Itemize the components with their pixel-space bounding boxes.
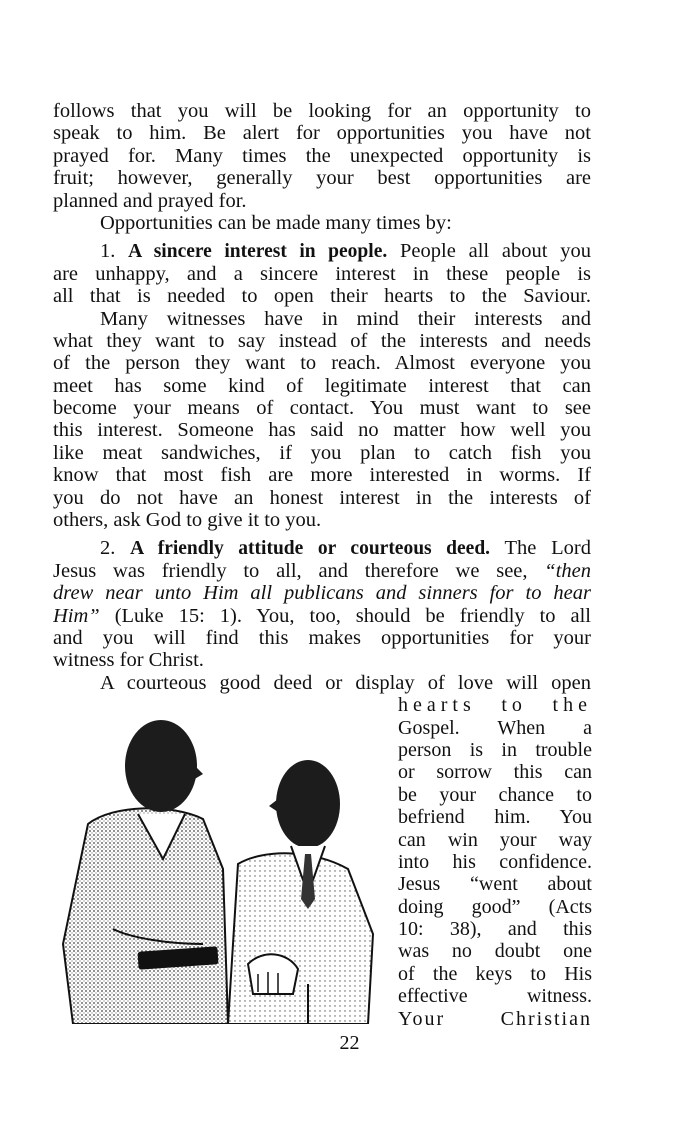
text-line: or sorrow this can: [398, 761, 592, 784]
text-line: befriend him. You: [398, 806, 592, 829]
text-line: meet has some kind of legitimate interest that can: [53, 374, 591, 397]
text-span: Jesus was friendly to all, and therefore we see,: [53, 559, 528, 582]
text-line: [53, 560, 591, 582]
text-line: hearts to the: [398, 694, 592, 717]
text-line: know that most fish are more interested in worms. If: [53, 464, 591, 487]
text-line: prayed for. Many times the unexpected opportunity is: [53, 144, 591, 167]
text-line: fruit; however, generally your best opportunities are: [53, 167, 591, 190]
text-line: effective witness.: [398, 985, 592, 1008]
text-line: follows that you will be looking for an opportunity to: [53, 100, 591, 122]
point-1-heading-line: [53, 240, 591, 262]
text-line: Gospel. When a: [398, 716, 592, 739]
text-line: like meat sandwiches, if you plan to catch fish you: [53, 441, 591, 464]
point-heading: A sincere interest in people.: [128, 241, 388, 263]
page-number: 22: [339, 1032, 360, 1054]
text-line: Your Christian: [398, 1007, 592, 1030]
two-men-conversing-illustration: [53, 694, 391, 1024]
text-line: others, ask God to give it to you.: [53, 509, 322, 532]
text-line: this interest. Someone has said no matter how well you: [53, 419, 591, 442]
text-line: into his confidence.: [398, 850, 592, 873]
text-line: and you will find this makes opportunities for your: [53, 626, 591, 649]
text-line: you do not have an honest interest in the interests of: [53, 486, 591, 509]
text-line: Opportunities can be made many times by:: [100, 211, 452, 234]
text-line: speak to him. Be alert for opportunities you have not: [53, 122, 591, 145]
text-line: all that is needed to open their hearts to the Saviour.: [53, 285, 591, 308]
text-line: Jesus “went about: [398, 873, 592, 896]
text-line: Many witnesses have in mind their interests and: [100, 307, 591, 330]
text-line: planned and prayed for.: [53, 189, 247, 212]
quote-span: drew near unto Him all publicans and sinners for to hear: [53, 582, 591, 605]
text-line: of the person they want to reach. Almost everyone you: [53, 352, 591, 375]
point-2-heading-line: [53, 537, 591, 559]
text-span: The Lord: [504, 537, 591, 560]
wrapped-text-column: [398, 694, 592, 1030]
quote-span: “then: [544, 559, 591, 582]
text-line: [53, 582, 591, 604]
text-span: People all about you: [400, 240, 591, 263]
text-line: A courteous good deed or display of love will open: [100, 671, 591, 694]
text-line: become your means of contact. You must want to see: [53, 397, 591, 420]
text-span: (Luke 15: 1). You, too, should be friendly to all: [114, 604, 591, 627]
text-line: person is in trouble: [398, 738, 592, 761]
illustration-section: [53, 694, 591, 1028]
text-line: doing good” (Acts: [398, 895, 592, 918]
text-line: what they want to say instead of the interests and needs: [53, 329, 591, 352]
text-line: 10: 38), and this: [398, 918, 592, 941]
page-body: [53, 100, 591, 1028]
point-number: 1.: [100, 240, 116, 263]
quote-span: Him”: [53, 604, 100, 627]
text-line: of the keys to His: [398, 962, 592, 985]
text-line: be your chance to: [398, 783, 592, 806]
point-heading: A friendly attitude or courteous deed.: [130, 538, 491, 560]
text-line: are unhappy, and a sincere interest in these people is: [53, 262, 591, 285]
text-line: [53, 605, 591, 627]
text-line: can win your way: [398, 828, 592, 851]
point-number: 2.: [100, 537, 116, 560]
text-line: witness for Christ.: [53, 649, 204, 672]
text-line: was no doubt one: [398, 940, 592, 963]
